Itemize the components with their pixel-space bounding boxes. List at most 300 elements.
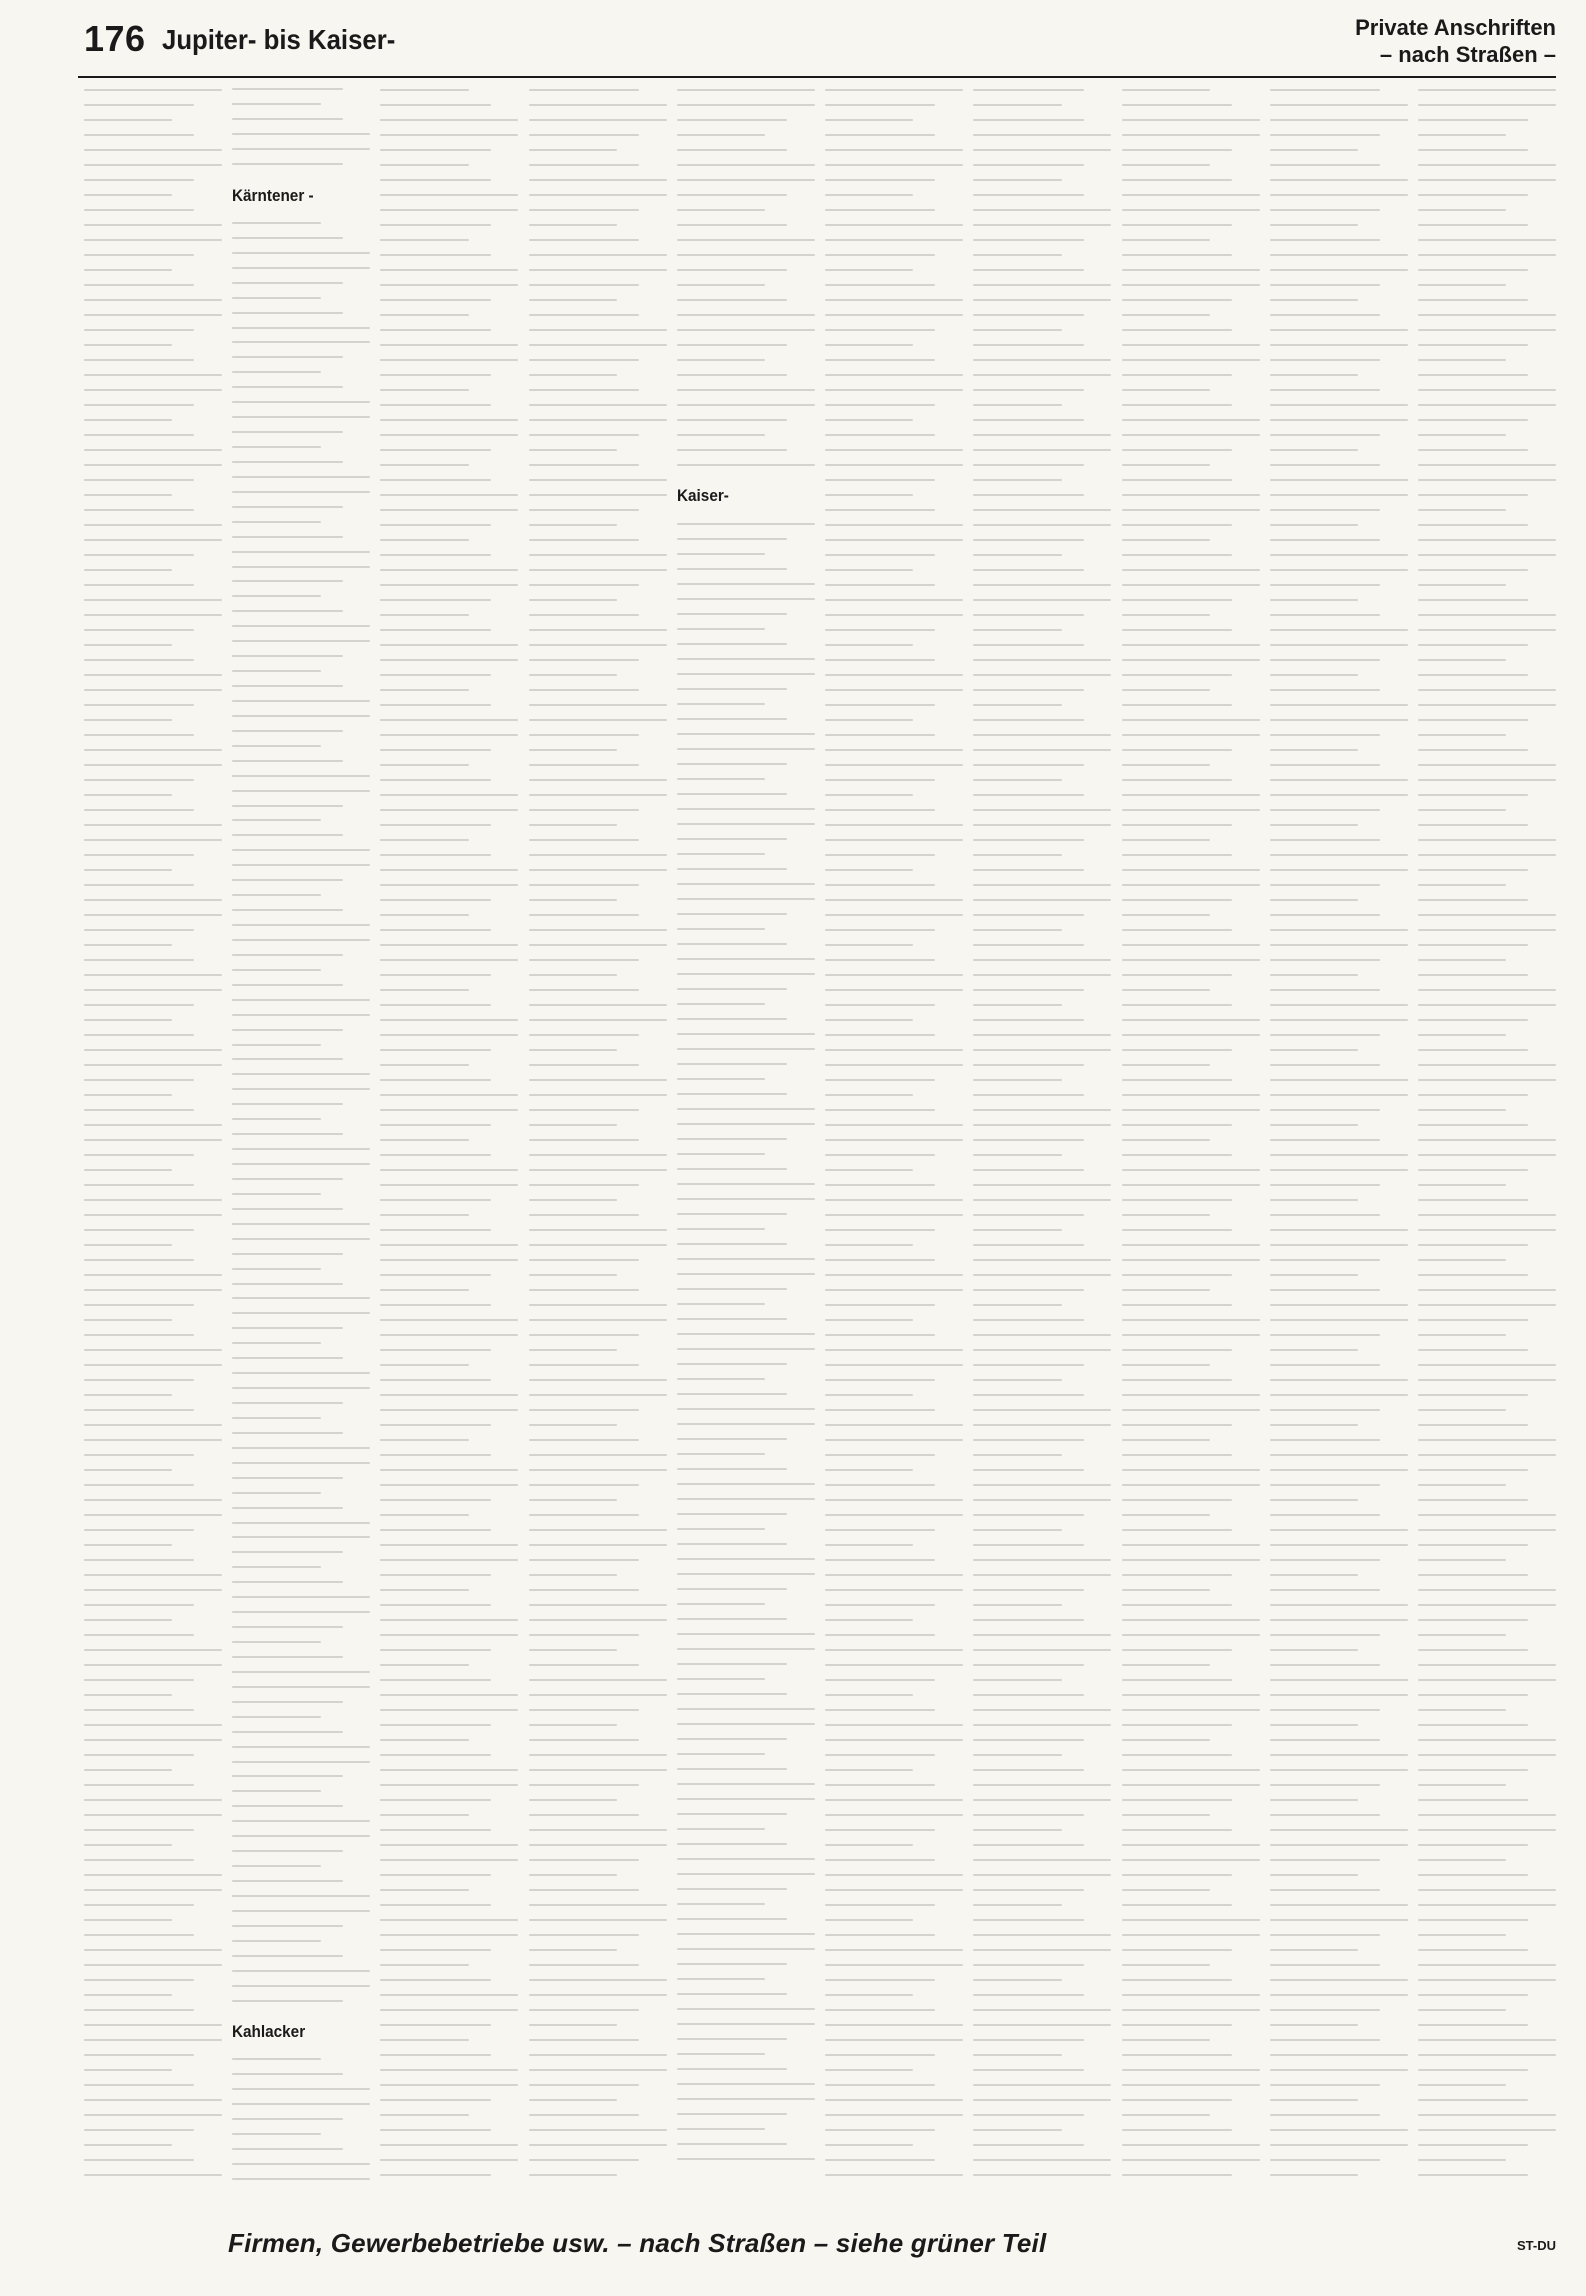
directory-entry [825, 219, 963, 230]
directory-entry [529, 2124, 667, 2135]
directory-column [380, 84, 518, 2184]
directory-entry [529, 429, 667, 440]
directory-entry [677, 848, 815, 859]
directory-entry [1418, 1359, 1556, 1370]
directory-entry [232, 1831, 370, 1842]
directory-entry [1122, 1914, 1260, 1925]
directory-entry [1270, 894, 1408, 905]
directory-entry [84, 1404, 222, 1415]
directory-entry [529, 1389, 667, 1400]
directory-entry [973, 2019, 1111, 2030]
directory-entry [973, 1044, 1111, 1055]
directory-entry [825, 174, 963, 185]
directory-entry [232, 845, 370, 856]
directory-entry [380, 1554, 518, 1565]
directory-entry [1270, 1209, 1408, 1220]
directory-entry [1122, 1644, 1260, 1655]
directory-entry [973, 1149, 1111, 1160]
directory-entry [380, 1899, 518, 1910]
directory-entry [1418, 474, 1556, 485]
directory-entry [677, 1073, 815, 1084]
page-header [78, 14, 1556, 74]
directory-entry [1418, 369, 1556, 380]
directory-entry [232, 591, 370, 602]
directory-entry [1418, 1374, 1556, 1385]
directory-entry [1270, 1374, 1408, 1385]
directory-entry [84, 2139, 222, 2150]
directory-entry [1122, 1239, 1260, 1250]
directory-entry [1270, 384, 1408, 395]
directory-entry [677, 204, 815, 215]
directory-entry [1122, 1104, 1260, 1115]
directory-entry [529, 249, 667, 260]
directory-entry [232, 1308, 370, 1319]
directory-entry [380, 1089, 518, 1100]
directory-entry [232, 1637, 370, 1648]
directory-entry [825, 1539, 963, 1550]
directory-entry [1122, 324, 1260, 335]
directory-entry [1270, 1524, 1408, 1535]
directory-entry [677, 698, 815, 709]
directory-entry [825, 1644, 963, 1655]
directory-entry [84, 1434, 222, 1445]
directory-entry [677, 1148, 815, 1159]
directory-entry [973, 1614, 1111, 1625]
directory-entry [1270, 1674, 1408, 1685]
directory-entry [1270, 84, 1408, 95]
directory-entry [677, 1523, 815, 1534]
directory-entry [529, 1629, 667, 1640]
directory-entry [1418, 669, 1556, 680]
directory-entry [529, 1929, 667, 1940]
directory-entry [232, 1293, 370, 1304]
directory-entry [529, 1359, 667, 1370]
directory-entry [1122, 1254, 1260, 1265]
directory-entry [84, 1809, 222, 1820]
directory-entry [380, 159, 518, 170]
directory-entry [232, 1457, 370, 1468]
directory-entry [1270, 1359, 1408, 1370]
directory-entry [1418, 2139, 1556, 2150]
directory-entry [84, 1614, 222, 1625]
directory-entry [380, 1884, 518, 1895]
directory-entry [84, 834, 222, 845]
directory-entry [380, 144, 518, 155]
directory-entry [232, 247, 370, 258]
directory-entry [1270, 759, 1408, 770]
directory-entry [1270, 1689, 1408, 1700]
directory-entry [1270, 1404, 1408, 1415]
directory-entry [1418, 609, 1556, 620]
directory-entry [529, 474, 667, 485]
directory-entry [1270, 1134, 1408, 1145]
directory-entry [825, 1809, 963, 1820]
directory-entry [825, 324, 963, 335]
directory-entry [232, 636, 370, 647]
directory-entry [1418, 924, 1556, 935]
directory-entry [973, 729, 1111, 740]
directory-entry [380, 1269, 518, 1280]
directory-entry [973, 1629, 1111, 1640]
directory-entry [232, 1666, 370, 1677]
directory-entry [529, 1569, 667, 1580]
directory-entry [825, 1434, 963, 1445]
directory-entry [1418, 1764, 1556, 1775]
directory-entry [1122, 1779, 1260, 1790]
directory-entry [1418, 984, 1556, 995]
directory-entry [1270, 849, 1408, 860]
directory-entry [529, 489, 667, 500]
directory-entry [1418, 219, 1556, 230]
directory-entry [232, 681, 370, 692]
directory-entry [677, 953, 815, 964]
directory-entry [232, 1472, 370, 1483]
directory-entry [1270, 834, 1408, 845]
directory-entry [1270, 2094, 1408, 2105]
directory-entry [973, 894, 1111, 905]
directory-entry [232, 1965, 370, 1976]
directory-entry [529, 204, 667, 215]
directory-entry [677, 1328, 815, 1339]
directory-entry [973, 1854, 1111, 1865]
directory-entry [380, 759, 518, 770]
directory-entry [1122, 1419, 1260, 1430]
directory-entry [380, 2139, 518, 2150]
directory-entry [973, 204, 1111, 215]
directory-entry [380, 744, 518, 755]
directory-entry [380, 1314, 518, 1325]
directory-entry [973, 249, 1111, 260]
directory-entry [1270, 219, 1408, 230]
directory-entry [380, 84, 518, 95]
directory-entry [1270, 2154, 1408, 2165]
directory-entry [84, 2094, 222, 2105]
directory-entry [84, 894, 222, 905]
directory-entry [232, 1398, 370, 1409]
directory-entry [677, 1868, 815, 1879]
directory-entry [825, 729, 963, 740]
directory-entry [232, 1188, 370, 1199]
directory-entry [380, 984, 518, 995]
directory-entry [380, 1779, 518, 1790]
directory-entry [84, 189, 222, 200]
directory-entry [84, 1419, 222, 1430]
directory-entry [973, 1959, 1111, 1970]
directory-entry [380, 1869, 518, 1880]
directory-entry [1270, 1614, 1408, 1625]
directory-entry [973, 459, 1111, 470]
directory-entry [232, 129, 370, 140]
directory-entry [84, 204, 222, 215]
directory-entry [825, 789, 963, 800]
directory-entry [973, 789, 1111, 800]
directory-entry [232, 710, 370, 721]
directory-entry [677, 129, 815, 140]
directory-entry [380, 1959, 518, 1970]
directory-entry [1270, 2169, 1408, 2180]
directory-entry [973, 384, 1111, 395]
directory-entry [1122, 819, 1260, 830]
section-heading: Kaiser- [676, 486, 729, 505]
directory-entry [825, 1719, 963, 1730]
directory-entry [1122, 129, 1260, 140]
directory-entry [1418, 414, 1556, 425]
directory-entry [1122, 1554, 1260, 1565]
directory-entry [1270, 2124, 1408, 2135]
directory-entry [677, 983, 815, 994]
directory-entry [232, 1353, 370, 1364]
directory-entry [529, 369, 667, 380]
directory-entry [232, 307, 370, 318]
directory-entry [973, 609, 1111, 620]
directory-entry [232, 531, 370, 542]
directory-entry [1418, 1389, 1556, 1400]
directory-entry [1418, 1014, 1556, 1025]
directory-entry [677, 1973, 815, 1984]
directory-entry [1418, 954, 1556, 965]
directory-entry [529, 324, 667, 335]
directory-entry [84, 1719, 222, 1730]
directory-entry [529, 789, 667, 800]
directory-entry [84, 159, 222, 170]
directory-entry [380, 339, 518, 350]
directory-entry [380, 939, 518, 950]
directory-entry [1270, 1314, 1408, 1325]
directory-entry [825, 1044, 963, 1055]
directory-entry [973, 1539, 1111, 1550]
directory-entry [1122, 354, 1260, 365]
directory-entry [380, 654, 518, 665]
directory-entry [973, 1419, 1111, 1430]
directory-entry [1270, 1884, 1408, 1895]
directory-entry [677, 623, 815, 634]
directory-entry [825, 999, 963, 1010]
directory-entry [380, 399, 518, 410]
directory-entry [84, 1554, 222, 1565]
directory-entry [1122, 1824, 1260, 1835]
directory-entry [677, 653, 815, 664]
directory-entry [1270, 1854, 1408, 1865]
directory-entry [1418, 114, 1556, 125]
directory-entry [1270, 1869, 1408, 1880]
directory-entry [380, 504, 518, 515]
directory-entry [677, 923, 815, 934]
directory-entry [1418, 1089, 1556, 1100]
directory-entry [973, 1014, 1111, 1025]
directory-entry [677, 1823, 815, 1834]
directory-entry [1270, 1254, 1408, 1265]
directory-entry [1418, 84, 1556, 95]
directory-entry [529, 519, 667, 530]
directory-entry [677, 518, 815, 529]
directory-entry [825, 1269, 963, 1280]
directory-entry [1270, 984, 1408, 995]
directory-entry [1270, 1629, 1408, 1640]
directory-entry [84, 1194, 222, 1205]
directory-entry [1122, 1764, 1260, 1775]
directory-column [1270, 84, 1408, 2184]
directory-entry [232, 2173, 370, 2184]
directory-entry [1122, 159, 1260, 170]
directory-entry [1270, 1419, 1408, 1430]
directory-entry [380, 99, 518, 110]
directory-entry [677, 1748, 815, 1759]
directory-entry [973, 2049, 1111, 2060]
directory-entry [1122, 1974, 1260, 1985]
directory-entry [1122, 1614, 1260, 1625]
directory-entry [973, 1299, 1111, 1310]
directory-entry [380, 624, 518, 635]
directory-entry [232, 1532, 370, 1543]
directory-entry [677, 608, 815, 619]
directory-entry [677, 1193, 815, 1204]
directory-entry [380, 534, 518, 545]
directory-entry [1270, 324, 1408, 335]
directory-entry [232, 815, 370, 826]
directory-entry [529, 354, 667, 365]
directory-entry [529, 339, 667, 350]
directory-entry [380, 2019, 518, 2030]
directory-entry [529, 1209, 667, 1220]
directory-entry [1418, 189, 1556, 200]
directory-entry [677, 803, 815, 814]
directory-entry [973, 99, 1111, 110]
directory-entry [232, 860, 370, 871]
directory-entry [677, 1988, 815, 1999]
directory-entry [1418, 2109, 1556, 2120]
directory-entry [84, 1029, 222, 1040]
directory-entry [677, 1448, 815, 1459]
directory-entry [1418, 1329, 1556, 1340]
directory-entry [825, 849, 963, 860]
directory-entry [380, 954, 518, 965]
directory-entry [380, 894, 518, 905]
directory-entry [677, 1628, 815, 1639]
directory-entry [1122, 309, 1260, 320]
directory-entry [84, 1959, 222, 1970]
directory-entry [825, 549, 963, 560]
directory-entry [677, 668, 815, 679]
directory-entry [1270, 1554, 1408, 1565]
directory-entry [529, 2049, 667, 2060]
directory-entry [380, 2064, 518, 2075]
directory-entry [380, 849, 518, 860]
directory-entry [1270, 2049, 1408, 2060]
directory-entry [1122, 534, 1260, 545]
directory-entry [1122, 1884, 1260, 1895]
directory-entry [529, 819, 667, 830]
directory-entry [973, 414, 1111, 425]
directory-entry [973, 1524, 1111, 1535]
directory-entry [973, 1359, 1111, 1370]
directory-entry [825, 1419, 963, 1430]
directory-entry [1418, 1944, 1556, 1955]
directory-entry [84, 639, 222, 650]
directory-entry [529, 549, 667, 560]
directory-entry [380, 489, 518, 500]
directory-entry [84, 2049, 222, 2060]
directory-entry [529, 1944, 667, 1955]
directory-entry [973, 1689, 1111, 1700]
directory-entry [1270, 2004, 1408, 2015]
directory-entry [1122, 1374, 1260, 1385]
directory-entry [529, 1044, 667, 1055]
directory-entry [677, 2153, 815, 2164]
directory-column [973, 84, 1111, 2184]
directory-entry [1270, 744, 1408, 755]
directory-entry [677, 1568, 815, 1579]
directory-entry [1418, 399, 1556, 410]
directory-entry [1418, 1449, 1556, 1460]
directory-entry [529, 924, 667, 935]
directory-entry [1270, 1104, 1408, 1115]
directory-entry [1122, 1269, 1260, 1280]
directory-entry [1122, 279, 1260, 290]
directory-entry [825, 2109, 963, 2120]
directory-entry [1122, 1989, 1260, 2000]
directory-entry [380, 1284, 518, 1295]
directory-entry [677, 354, 815, 365]
directory-entry [1418, 2169, 1556, 2180]
directory-entry [677, 1658, 815, 1669]
directory-entry [232, 890, 370, 901]
directory-entry [1418, 1284, 1556, 1295]
directory-entry [529, 1404, 667, 1415]
directory-entry [973, 1059, 1111, 1070]
directory-entry [1122, 504, 1260, 515]
directory-entry [1270, 429, 1408, 440]
directory-entry [973, 189, 1111, 200]
directory-entry [232, 725, 370, 736]
directory-entry [84, 1599, 222, 1610]
directory-entry [380, 2049, 518, 2060]
directory-entry [1122, 1569, 1260, 1580]
directory-entry [84, 1824, 222, 1835]
directory-entry [529, 1224, 667, 1235]
directory-entry [84, 1464, 222, 1475]
directory-entry [232, 2084, 370, 2095]
directory-entry [84, 909, 222, 920]
directory-entry [232, 382, 370, 393]
directory-entry [1418, 1824, 1556, 1835]
directory-column [529, 84, 667, 2184]
directory-entry [1122, 2139, 1260, 2150]
directory-entry [973, 579, 1111, 590]
directory-entry [1122, 579, 1260, 590]
directory-entry [1270, 1389, 1408, 1400]
directory-entry [973, 1644, 1111, 1655]
directory-entry [84, 249, 222, 260]
directory-entry [973, 1944, 1111, 1955]
directory-entry [677, 1763, 815, 1774]
directory-entry [1418, 1884, 1556, 1895]
directory-entry [1122, 1674, 1260, 1685]
directory-entry [84, 1764, 222, 1775]
directory-entry [973, 2139, 1111, 2150]
directory-entry [232, 1442, 370, 1453]
directory-entry [825, 1074, 963, 1085]
directory-entry [1270, 1974, 1408, 1985]
directory-entry [677, 1478, 815, 1489]
directory-entry [1418, 489, 1556, 500]
directory-entry [677, 444, 815, 455]
directory-entry [84, 1254, 222, 1265]
directory-entry [973, 879, 1111, 890]
directory-entry [84, 1929, 222, 1940]
directory-entry [380, 1659, 518, 1670]
directory-entry [1122, 1929, 1260, 1940]
directory-entry [380, 1119, 518, 1130]
